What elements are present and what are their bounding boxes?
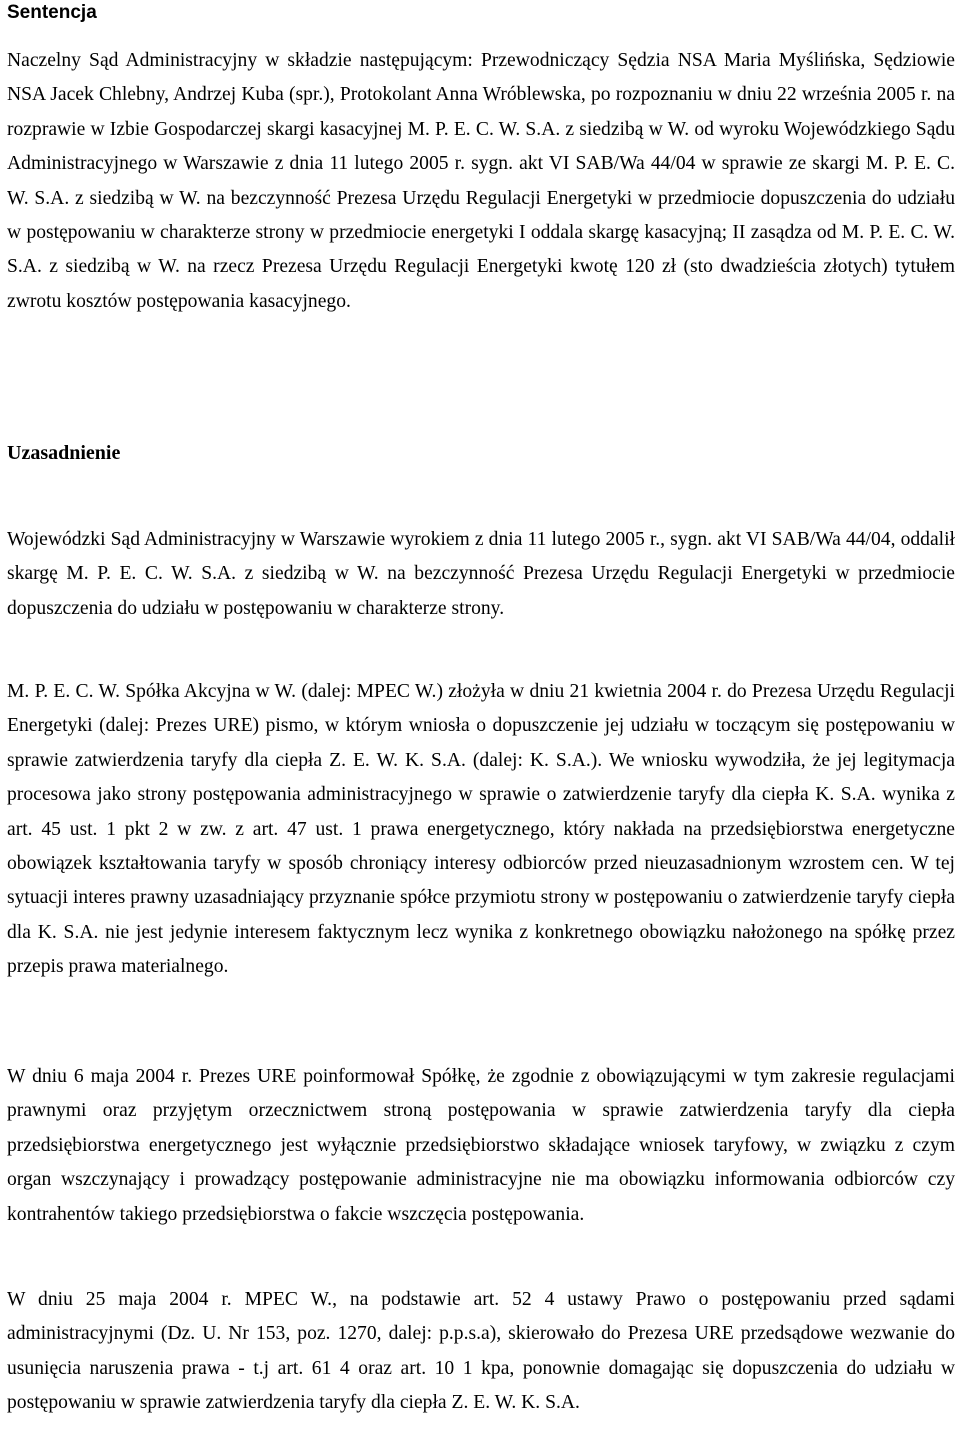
document-page bbox=[7, 0, 955, 1414]
justification-title: Uzasadnienie bbox=[7, 442, 121, 464]
sentence-paragraph: Naczelny Sąd Administracyjny w składzie następującym: Przewodniczący Sędzia NSA Maria Myślińska, Sędziowie NSA Jacek Chlebny, Andrzej Kuba (spr.), Protokolant Anna Wróblewska, po rozpoznaniu w dniu 22 września 2005 r. na rozprawie w Izbie Gospodarczej skargi kasacyjnej M. P. E. C. W. S.A. z siedzibą w W. od wyroku Wojewódzkiego Sądu Administracyjnego w Warszawie z dnia 11 lutego 2005 r. sygn. akt VI SAB/Wa 44/04 w sprawie ze skargi M. P. E. C. W. S.A. z siedzibą w W. na bezczynność Prezesa Urzędu Regulacji Energetyki w przedmiocie dopuszczenia do udziału w postępowaniu w charakterze strony w przedmiocie energetyki I oddala skargę kasacyjną; II zasądza od M. P. E. C. W. S.A. z siedzibą w W. na rzecz Prezesa Urzędu Regulacji Energetyki kwotę 120 zł (sto dwadzieścia złotych) tytułem zwrotu kosztów postępowania kasacyjnego. bbox=[7, 50, 955, 312]
document-heading: Sentencja bbox=[7, 2, 97, 23]
justification-paragraph-3: W dniu 6 maja 2004 r. Prezes URE poinformował Spółkę, że zgodnie z obowiązującymi w tym zakresie regulacjami prawnymi oraz przyjętym orzecznictwem stroną postępowania w sprawie zatwierdzenia taryfy dla ciepła przedsiębiorstwa energetycznego jest wyłącznie przedsiębiorstwo składające wniosek taryfowy, w związku z czym organ wszczynający i prowadzący postępowanie administracyjne nie ma obowiązku informowania odbiorców czy kontrahentów takiego przedsiębiorstwa o fakcie wszczęcia postępowania. bbox=[7, 1066, 955, 1225]
justification-paragraph-1: Wojewódzki Sąd Administracyjny w Warszawie wyrokiem z dnia 11 lutego 2005 r., sygn. akt VI SAB/Wa 44/04, oddalił skargę M. P. E. C. W. S.A. z siedzibą w W. na bezczynność Prezesa Urzędu Regulacji Energetyki w przedmiocie dopuszczenia do udziału w postępowaniu w charakterze strony. bbox=[7, 529, 955, 619]
justification-paragraph-4: W dniu 25 maja 2004 r. MPEC W., na podstawie art. 52 4 ustawy Prawo o postępowaniu przed sądami administracyjnymi (Dz. U. Nr 153, poz. 1270, dalej: p.p.s.a), skierowało do Prezesa URE przedsądowe wezwanie do usunięcia naruszenia prawa - t.j art. 61 4 oraz art. 10 1 kpa, ponownie domagając się dopuszczenia do udziału w postępowaniu w sprawie zatwierdzenia taryfy dla ciepła Z. E. W. K. S.A. bbox=[7, 1289, 955, 1414]
justification-paragraph-2: M. P. E. C. W. Spółka Akcyjna w W. (dalej: MPEC W.) złożyła w dniu 21 kwietnia 2004 r. do Prezesa Urzędu Regulacji Energetyki (dalej: Prezes URE) pismo, w którym wniosła o dopuszczenie jej udziału w toczącym się postępowaniu w sprawie zatwierdzenia taryfy dla ciepła Z. E. W. K. S.A. (dalej: K. S.A.). We wniosku wywodziła, że jej legitymacja procesowa jako strony postępowania administracyjnego w sprawie o zatwierdzenie taryfy dla ciepła K. S.A. wynika z art. 45 ust. 1 pkt 2 w zw. z art. 47 ust. 1 prawa energetycznego, który nakłada na przedsiębiorstwa energetyczne obowiązek kształtowania taryfy w sposób chroniący interesy odbiorców przed nieuzasadnionym wzrostem cen. W tej sytuacji interes prawny uzasadniający przyznanie spółce przymiotu strony w postępowaniu o zatwierdzenie taryfy ciepła dla K. S.A. nie jest jedynie interesem faktycznym lecz wynika z konkretnego obowiązku nałożonego na spółkę przez przepis prawa materialnego. bbox=[7, 681, 955, 978]
